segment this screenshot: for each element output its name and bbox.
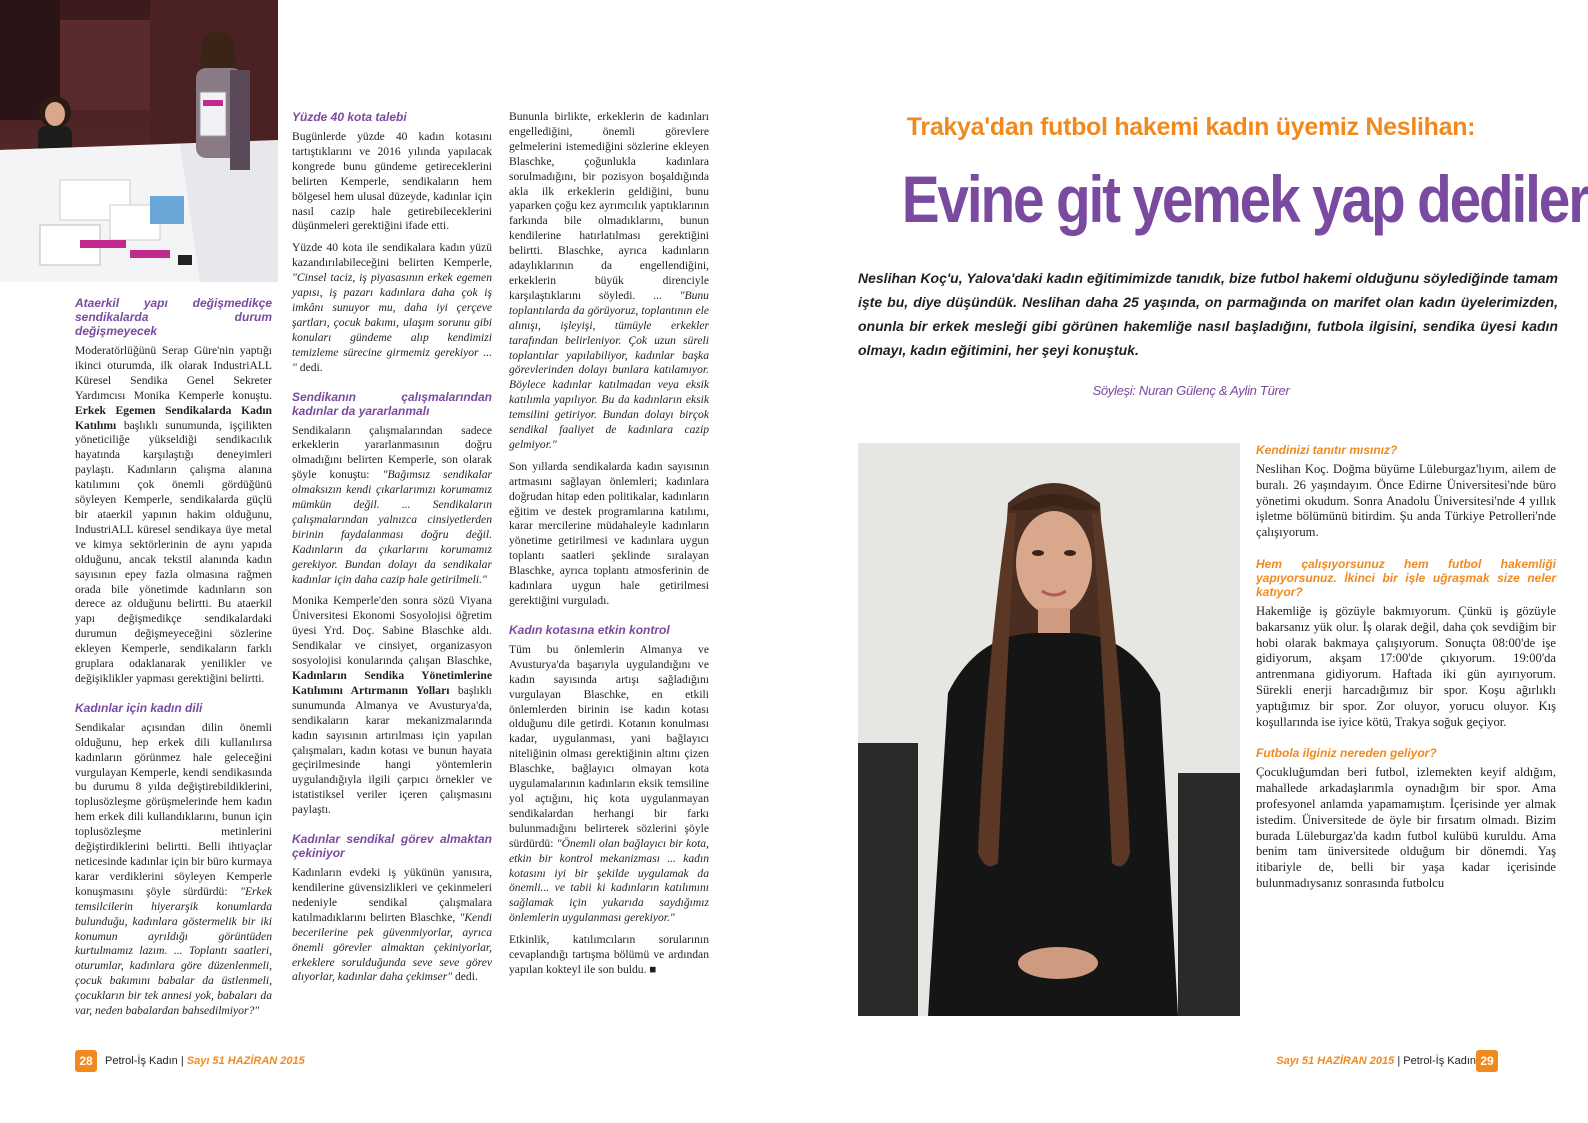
paragraph: Bugünlerde yüzde 40 kadın kotasını tartıştıklarını ve 2016 yılında yapılacak kongrede bunu gündeme getireceklerini belirten Kemperle, sendikaların hem bölgesel hem ulusal düzeyde, kadınlar için nasıl cazip hale getirebileceklerini düşünmeleri gerektiğini ifade etti.: [292, 130, 492, 233]
column-1: [75, 296, 272, 1026]
paragraph: Yüzde 40 kota ile sendikalara kadın yüzü kazandırılabileceğini belirten Kemperle, "Cinsel taciz, iş piyasasının erkek egemen yapısı, iş pazarı kadınlara daha çok iş imkânı sunuyor mu, daha iyi çerçeve şartları, çocuk bakımı, ulaşım sorunu gibi konuları gündeme alıp kendimizi temizleme sürecine girmemiz gerekiyor ... " dedi.: [292, 241, 492, 374]
question: Hem çalışıyorsunuz hem futbol hakemliği yapıyorsunuz. İkinci bir işle uğraşmak size neler katıyor?: [1256, 556, 1556, 599]
paragraph: Monika Kemperle'den sonra sözü Viyana Üniversitesi Ekonomi Sosyolojisi öğretim üyesi Yrd. Doç. Sabine Blaschke aldı. Sendikalar ve cinsiyet, organizasyon sosyolojisi konularında çalışan Blaschke, Kadınların Sendika Yönetimlerine Katılımını Artırmanın Yolları başlıklı sunumunda Almanya ve Avusturya'da, sendikaların karar mekanizmalarında kadın sayısının artırılması için yapılan çalışmaları, kadın kotası ve bunun hayata geçirilmesinde hangi yöntemlerin uygulandığıyla ilgili çarpıcı örnekler ve istatistiksel veriler içeren çalışmasını paylaştı.: [292, 594, 493, 817]
issue-label: Sayı 51 HAZİRAN 2015: [186, 1055, 305, 1067]
magazine-name: Petrol-İş Kadın: [105, 1055, 178, 1067]
portrait-photo: [858, 443, 1240, 1016]
right-page: [794, 0, 1588, 1123]
event-photo: [0, 0, 278, 282]
answer: Hakemliğe iş gözüyle bakmıyorum. Çünkü iş gözüyle bakarsanız yük olur. İş olarak değil, daha çok sevdiğim bir hobi olarak bakmaya çalışıyorum. Sonuçta 08:00'de işe gidiyorum, akşam 17:00'de çıkıyorum. 19:00'da antrenmana gidiyorum. Haftada iki gün ayırıyorum. Sürekli enerji harcadığımız bir spor. Koşu ağırlıklı yaptığımız bir spor. Zor oluyor, yorucu oluyor. Kış koşullarında ise iyice kötü, Trakya soğuk geçiyor.: [1256, 603, 1556, 729]
subheading: Kadın kotasına etkin kontrol: [509, 622, 670, 637]
column-3: [509, 110, 709, 985]
question: Futbola ilginiz nereden geliyor?: [1256, 746, 1437, 761]
column-2: [292, 110, 492, 992]
subheading: Kadınlar için kadın dili: [75, 700, 203, 715]
folio: Sayı 51 HAZİRAN 2015 | Petrol-İş Kadın: [1276, 1055, 1476, 1067]
answer: Çocukluğumdan beri futbol, izlemekten keyif aldığım, mahallede arkadaşlarımla oynadığım bir spor. Ama profesyonel anlamda yapamamıştım. İçerisinde yer almak istedim. Üniversitede de öyle bir fırsatım olmadı. Bizim burada Lüleburgaz'da kadın futbol kulübü kuruldu. Ama benim tam üniversitede olduğum bir dönemdi. Yaş itibariyle de, belli bir yaşa kadar içerisinde bulunmadıysanız sonrasında futbolcu: [1256, 765, 1556, 890]
paragraph: Sendikalar açısından dilin önemli olduğunu, hep erkek dili kullanılırsa kadınların görünmez hale geleceğini vurgulayan Kemperle, kendi sendikasında bu durumu 8 yılda değiştirebildiklerini, toplusözleşme görüşmelerinde hem kadın hem erkek dili kullandıklarını, bunun için toplusözleşme metinlerini değiştirdiklerini belirtti. Belli ihtiyaçlar neticesinde kadınlar için bir büro kurmaya karar verdiklerini söyleyen Kemperle konuşmasını şöyle sürdürdü: "Erkek temsilcilerin hiyerarşik konumlarda bulunduğu, kadınlara göstermelik bir iki konumun ayrıldığı görüntüden kurtulmamız lazım. ... Toplantı saatleri, oturumlar, kadınlara göre düzenlenmeli, çocuk bakımını babalar da üstlenmeli, çocukların bir tek annesi yok, babaları da var, neden babalardan bahsedilmiyor?": [75, 720, 272, 1018]
paragraph: Tüm bu önlemlerin Almanya ve Avusturya'da başarıyla uygulandığını ve kadın sayısında artışı sağladığını vurgulayan Blaschke, en etkili önlemlerden birinin ise kadın kotası olduğunu dile getirdi. Kotanın konulması kadar, uygulanması, yani bağlayıcı niteliğinin olması gerektiğinin altını çizen Blaschke, bağlayıcı olmayan kota uygulamalarının kadınların eksik temsiline yol açtığını, hiç kota uygulanmayan sendikalardan herhangi bir farkı bulunmadığını belirterek sözlerini şöyle sürdürdü: "Önemli olan bağlayıcı bir kota, etkin bir kontrol mekanizması ... kadın kotasını iyi bir şekilde uygulamak da önemli... ve tabii ki kadınların katılımını sağlamak için yukarıda saydığımız önlemlerin uygulanması gerekiyor.": [509, 642, 709, 925]
paragraph: Sendikaların çalışmalarından sadece erkeklerin yararlanmasının doğru olmadığını belirten Kemperle, son olarak şöyle konuştu: "Bağımsız sendikalar olmaksızın kendi çıkarlarımızı korumamız mümkün değil. ... Sendikaların çalışmalarından yalnızca cinsiyetlerden birinin faydalanması doğru değil. Kadınların da çıkarlarını korumamız gerekiyor. Bundan dolayı da sendikalar kadınlar için daha cazip hale getirilmeli.": [292, 423, 493, 586]
answer: Neslihan Koç. Doğma büyüme Lüleburgaz'lıyım, ailem de buralı. 26 yaşındayım. Önce Edirne Üniversitesi'nde büro yönetimi okudum. Sonra Anadolu Üniversitesi'nde 4 yıllık işletme bölümünü bitirdim. Şu anda Türkiye Petrolleri'nde çalışıyorum.: [1256, 462, 1556, 540]
question: Kendinizi tanıtır mısınız?: [1256, 443, 1398, 457]
paragraph: Bununla birlikte, erkeklerin de kadınları engellediğini, önemli görevlere gelmelerini istemediğini sözlerine ekleyen Blaschke, çoğunlukla kadınlara sorulmadığını, bir pozisyon boşaldığında akla ilk erkeklerin geldiğini, bunu yaparken çoğu kez ayrımcılık yaptıklarının farkında bile olmadıklarını, bunun kendilerine hatırlatılması gerektiğini belirtti. Blaschke, ayrıca kadınların adaylıklarının da engellendiğini, erkeklerin büyük direnciyle karşılaştıklarını söyledi. ... "Bunu toplantılarda da görüyoruz, toplantının ele alınışı, işleyişi, tümüyle erkekler tarafından belirleniyor. Çok uzun süreli toplantılar yapılabiliyor, kadınlar başka görevlerinden dolayı bunlara katılamıyor. Böylece kadınlar katılmadan veya eksik katılımla yapılıyor. Bu da kadınların eksik temsilini getiriyor. Bundan dolayı birçok sendikal faaliyet de kadınlara cazip gelmiyor.": [509, 110, 709, 451]
subheading: Sendikanın çalışmalarından kadınlar da yararlanmalı: [292, 389, 492, 418]
headline: Evine git yemek yap dediler: [901, 162, 1588, 236]
kicker: Trakya'dan futbol hakemi kadın üyemiz Neslihan:: [906, 113, 1476, 141]
subheading: Ataerkil yapı değişmedikçe sendikalarda durum değişmeyecek: [75, 296, 272, 338]
paragraph: Son yıllarda sendikalarda kadın sayısının artmasını sağlayan önlemleri; kadınlara doğrudan hitap eden politikalar, kadınların eğitim ve destek programlarına katılımı, karar mercilerine müdahaleyle kadınların yönetime getirilmesi ve kadınlara uygun toplantı saatleri şeklinde sıralayan Blaschke, ayrıca toplantı atmosferinin de kadınlara uygun hale getirilmesi gerektiğini vurguladı.: [509, 459, 709, 607]
page-number: 29: [1476, 1050, 1498, 1072]
paragraph: Moderatörlüğünü Serap Güre'nin yaptığı ikinci oturumda, ilk olarak IndustriALL Küresel Sendika Genel Sekreter Yardımcısı Monika Kemperle konuştu. Erkek Egemen Sendikalarda Kadın Katılımı başlıklı sunumunda, işçilikten yöneticiliğe yükseldiği sendikacılık hayatında karşılaştığı deneyimleri paylaştı. Kadınların çalışma alanına katılımını çok önemli gördüğünü söyleyen Kemperle, sendikalarda güçlü bir ataerkil yapının hakim olduğunu, IndustriALL küresel sendikaya üye metal ve kimya sektörlerinin de aynı yapıda olduğunu, ancak tekstil alanında kadın sayısının epey fazla olmasına rağmen orada bile yönetimde kadınların son derece az olduğunu belirtti. Bu ataerkil yapı değişmedikçe sendikalardaki durumun değişmeyeceğini sözlerine ekleyen Kemperle, sendikaların farklı gruplara odaklanarak yenilikler ve değişiklikler yapması gerektiğini belirtti.: [75, 344, 272, 685]
byline: Söyleşi: Nuran Gülenç & Aylin Türer: [1092, 383, 1290, 398]
interview-column: [1256, 443, 1556, 899]
issue-label: Sayı 51 HAZİRAN 2015: [1276, 1055, 1395, 1067]
subheading: Kadınlar sendikal görev almaktan çekiniyor: [292, 832, 492, 861]
magazine-name: Petrol-İş Kadın: [1403, 1055, 1476, 1067]
lead-paragraph: Neslihan Koç'u, Yalova'daki kadın eğitimimizde tanıdık, bize futbol hakemi olduğunu söylediğinde tamam işte bu, diye düşündük. Neslihan daha 25 yaşında, on parmağında on marifet olan kadın üyelerimizden, onunla bir erkek mesleği gibi görünen hakemliğe nasıl başladığını, futbola ilgisini, sendika üyesi kadın olmayı, kadın eğitimini, her şeyi konuştuk.: [858, 270, 1558, 358]
paragraph: Etkinlik, katılımcıların sorularının cevaplandığı tartışma bölümü ve ardından yapılan kokteyl ile son buldu. ■: [509, 933, 709, 976]
subheading: Yüzde 40 kota talebi: [292, 110, 407, 124]
paragraph: Kadınların evdeki iş yükünün yanısıra, kendilerine güvensizlikleri ve çekinmeleri nedeniyle sendikal çalışmalara katılmadıklarını belirten Blaschke, "Kendi becerilerine pek güvenmiyorlar, ayrıca önemli görevler almaktan çekiniyorlar, erkeklere sorulduğunda seve seve görev alıyorlar, kadınlar daha çekimser" dedi.: [292, 866, 493, 984]
folio: Petrol-İş Kadın | Sayı 51 HAZİRAN 2015: [105, 1055, 305, 1067]
page-number: 28: [75, 1050, 97, 1072]
